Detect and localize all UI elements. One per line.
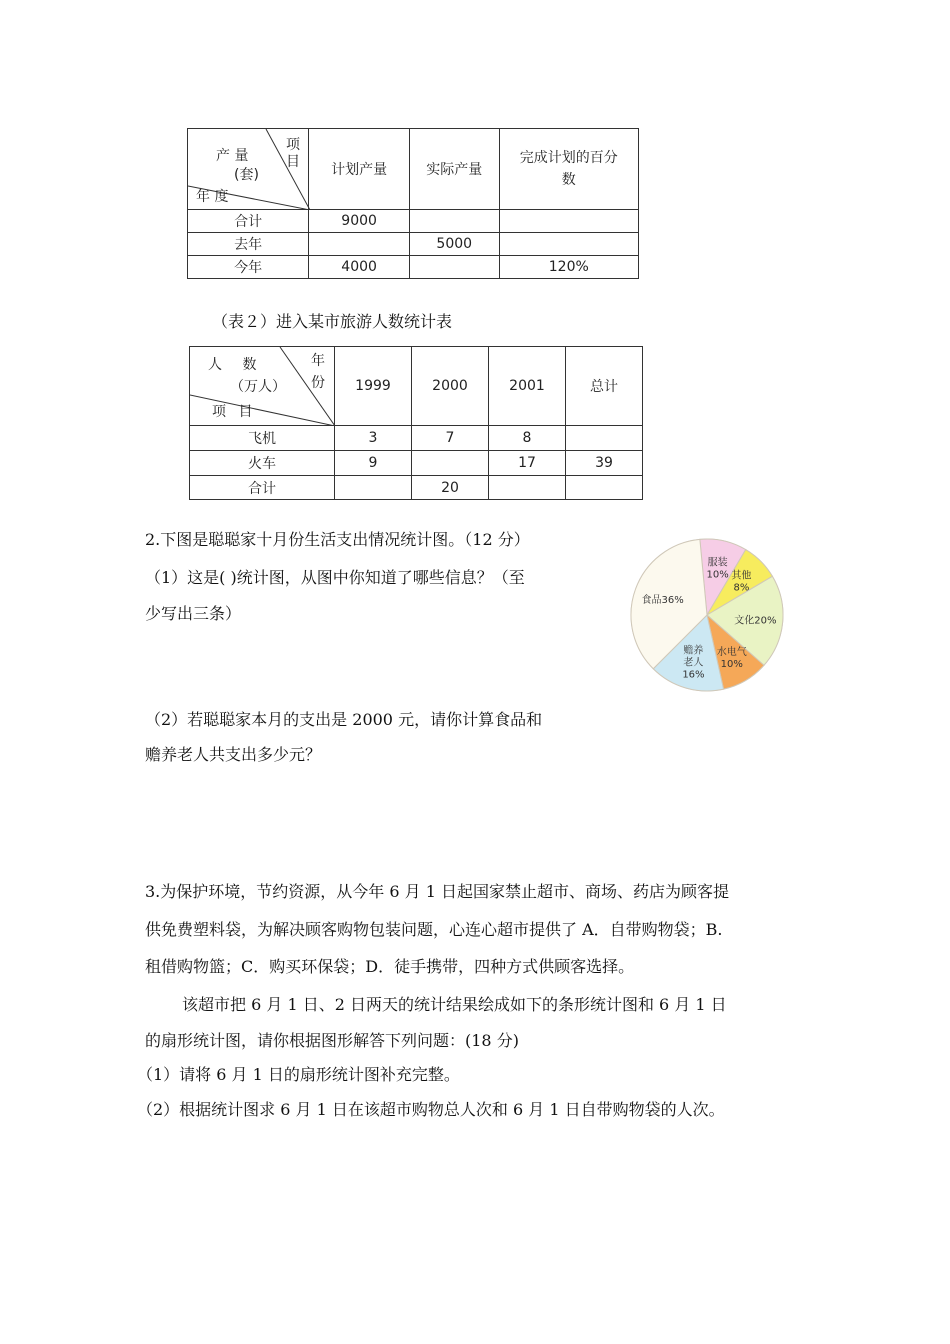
q3-line7: （2）根据统计图求 6 月 1 日在该超市购物总人次和 6 月 1 日自带购物袋的人次。	[137, 1100, 725, 1119]
cell: 9	[335, 451, 412, 476]
col-header-2001: 2001	[489, 347, 566, 426]
q2-part1-line2: 少写出三条）	[145, 604, 242, 623]
diag-top-left: 人 数	[208, 357, 265, 373]
cell	[566, 476, 643, 500]
row-label: 去年	[188, 233, 309, 256]
cell: 8	[489, 426, 566, 451]
cell	[499, 233, 638, 256]
cell	[412, 451, 489, 476]
diag-bottom-left: 年 度	[196, 189, 229, 205]
col-header-percent-line1: 完成计划的百分	[519, 150, 618, 166]
cell: 3	[335, 426, 412, 451]
diag-top-right: 项目	[286, 137, 300, 170]
q3-line5: 的扇形统计图，请你根据图形解答下列问题：(18 分)	[145, 1031, 519, 1050]
cell	[409, 256, 499, 279]
diag-top-right: 年	[311, 353, 325, 369]
pie-label-0-0: 服装	[707, 557, 728, 569]
pie-label-3-1: 10%	[720, 658, 743, 670]
cell	[335, 476, 412, 500]
cell	[499, 210, 638, 233]
cell: 5000	[409, 233, 499, 256]
pie-label-4-0: 赡养	[683, 645, 704, 657]
pie-label-4-2: 16%	[682, 669, 705, 681]
q2-part2-line2: 赡养老人共支出多少元？	[145, 745, 322, 764]
diag-mid-left: （万人）	[230, 379, 286, 395]
q2-title: 2.下图是聪聪家十月份生活支出情况统计图。（12 分）	[145, 530, 530, 549]
q3-line2: 供免费塑料袋，为解决顾客购物包装问题，心连心超市提供了 A．自带购物袋；B.	[145, 920, 723, 939]
cell	[489, 476, 566, 500]
pie-label-5-0: 食品36%	[641, 595, 684, 607]
col-header-percent	[499, 129, 638, 210]
q3-line4: 该超市把 6 月 1 日、2 日两天的统计结果绘成如下的条形统计图和 6 月 1 日	[182, 995, 727, 1014]
row-label: 合计	[190, 476, 335, 500]
cell: 120%	[499, 256, 638, 279]
row-label: 合计	[188, 210, 309, 233]
row-label: 飞机	[190, 426, 335, 451]
table2-caption: （表２）进入某市旅游人数统计表	[212, 312, 453, 331]
col-header-plan: 计划产量	[309, 129, 410, 210]
col-header-actual: 实际产量	[409, 129, 499, 210]
cell: 20	[412, 476, 489, 500]
table1-diagonal-header	[188, 129, 309, 210]
q3-line6: （1）请将 6 月 1 日的扇形统计图补充完整。	[137, 1065, 460, 1084]
table-row	[188, 210, 639, 233]
col-header-total: 总计	[566, 347, 643, 426]
pie-label-3-0: 水电气	[716, 646, 747, 658]
table-row	[188, 256, 639, 279]
q3-line3: 租借购物篮；C．购买环保袋；D．徒手携带，四种方式供顾客选择。	[145, 957, 635, 976]
diag-mid-left: 产 量	[216, 148, 249, 164]
diag-mid-sub: (套)	[234, 167, 259, 183]
col-header-2000: 2000	[412, 347, 489, 426]
tourism-table	[189, 346, 643, 500]
production-table	[187, 128, 639, 279]
row-label: 火车	[190, 451, 335, 476]
table-row	[190, 476, 643, 500]
cell	[309, 233, 410, 256]
cell: 17	[489, 451, 566, 476]
col-header-1999: 1999	[335, 347, 412, 426]
diag-bottom-left: 项 目	[212, 404, 257, 420]
cell	[566, 426, 643, 451]
cell: 4000	[309, 256, 410, 279]
cell: 7	[412, 426, 489, 451]
table2-diagonal-header	[190, 347, 335, 426]
diag-mid-right: 份	[311, 375, 325, 391]
col-header-percent-line2: 数	[561, 172, 576, 188]
pie-label-1-1: 8%	[733, 582, 750, 594]
cell	[409, 210, 499, 233]
table-row	[188, 233, 639, 256]
pie-label-4-1: 老人	[683, 657, 704, 669]
expense-pie-chart	[622, 538, 792, 698]
q2-part1-line1: （1）这是( )统计图，从图中你知道了哪些信息？（至	[145, 568, 525, 587]
row-label: 今年	[188, 256, 309, 279]
pie-label-1-0: 其他	[731, 570, 752, 582]
cell: 39	[566, 451, 643, 476]
cell: 9000	[309, 210, 410, 233]
pie-label-0-1: 10%	[706, 569, 729, 581]
q2-part2-line1: （2）若聪聪家本月的支出是 2000 元，请你计算食品和	[145, 710, 543, 729]
table-row	[190, 426, 643, 451]
q3-line1: 3.为保护环境，节约资源，从今年 6 月 1 日起国家禁止超市、商场、药店为顾客提	[145, 882, 729, 901]
table-row	[190, 451, 643, 476]
pie-label-2-0: 文化20%	[734, 615, 777, 627]
